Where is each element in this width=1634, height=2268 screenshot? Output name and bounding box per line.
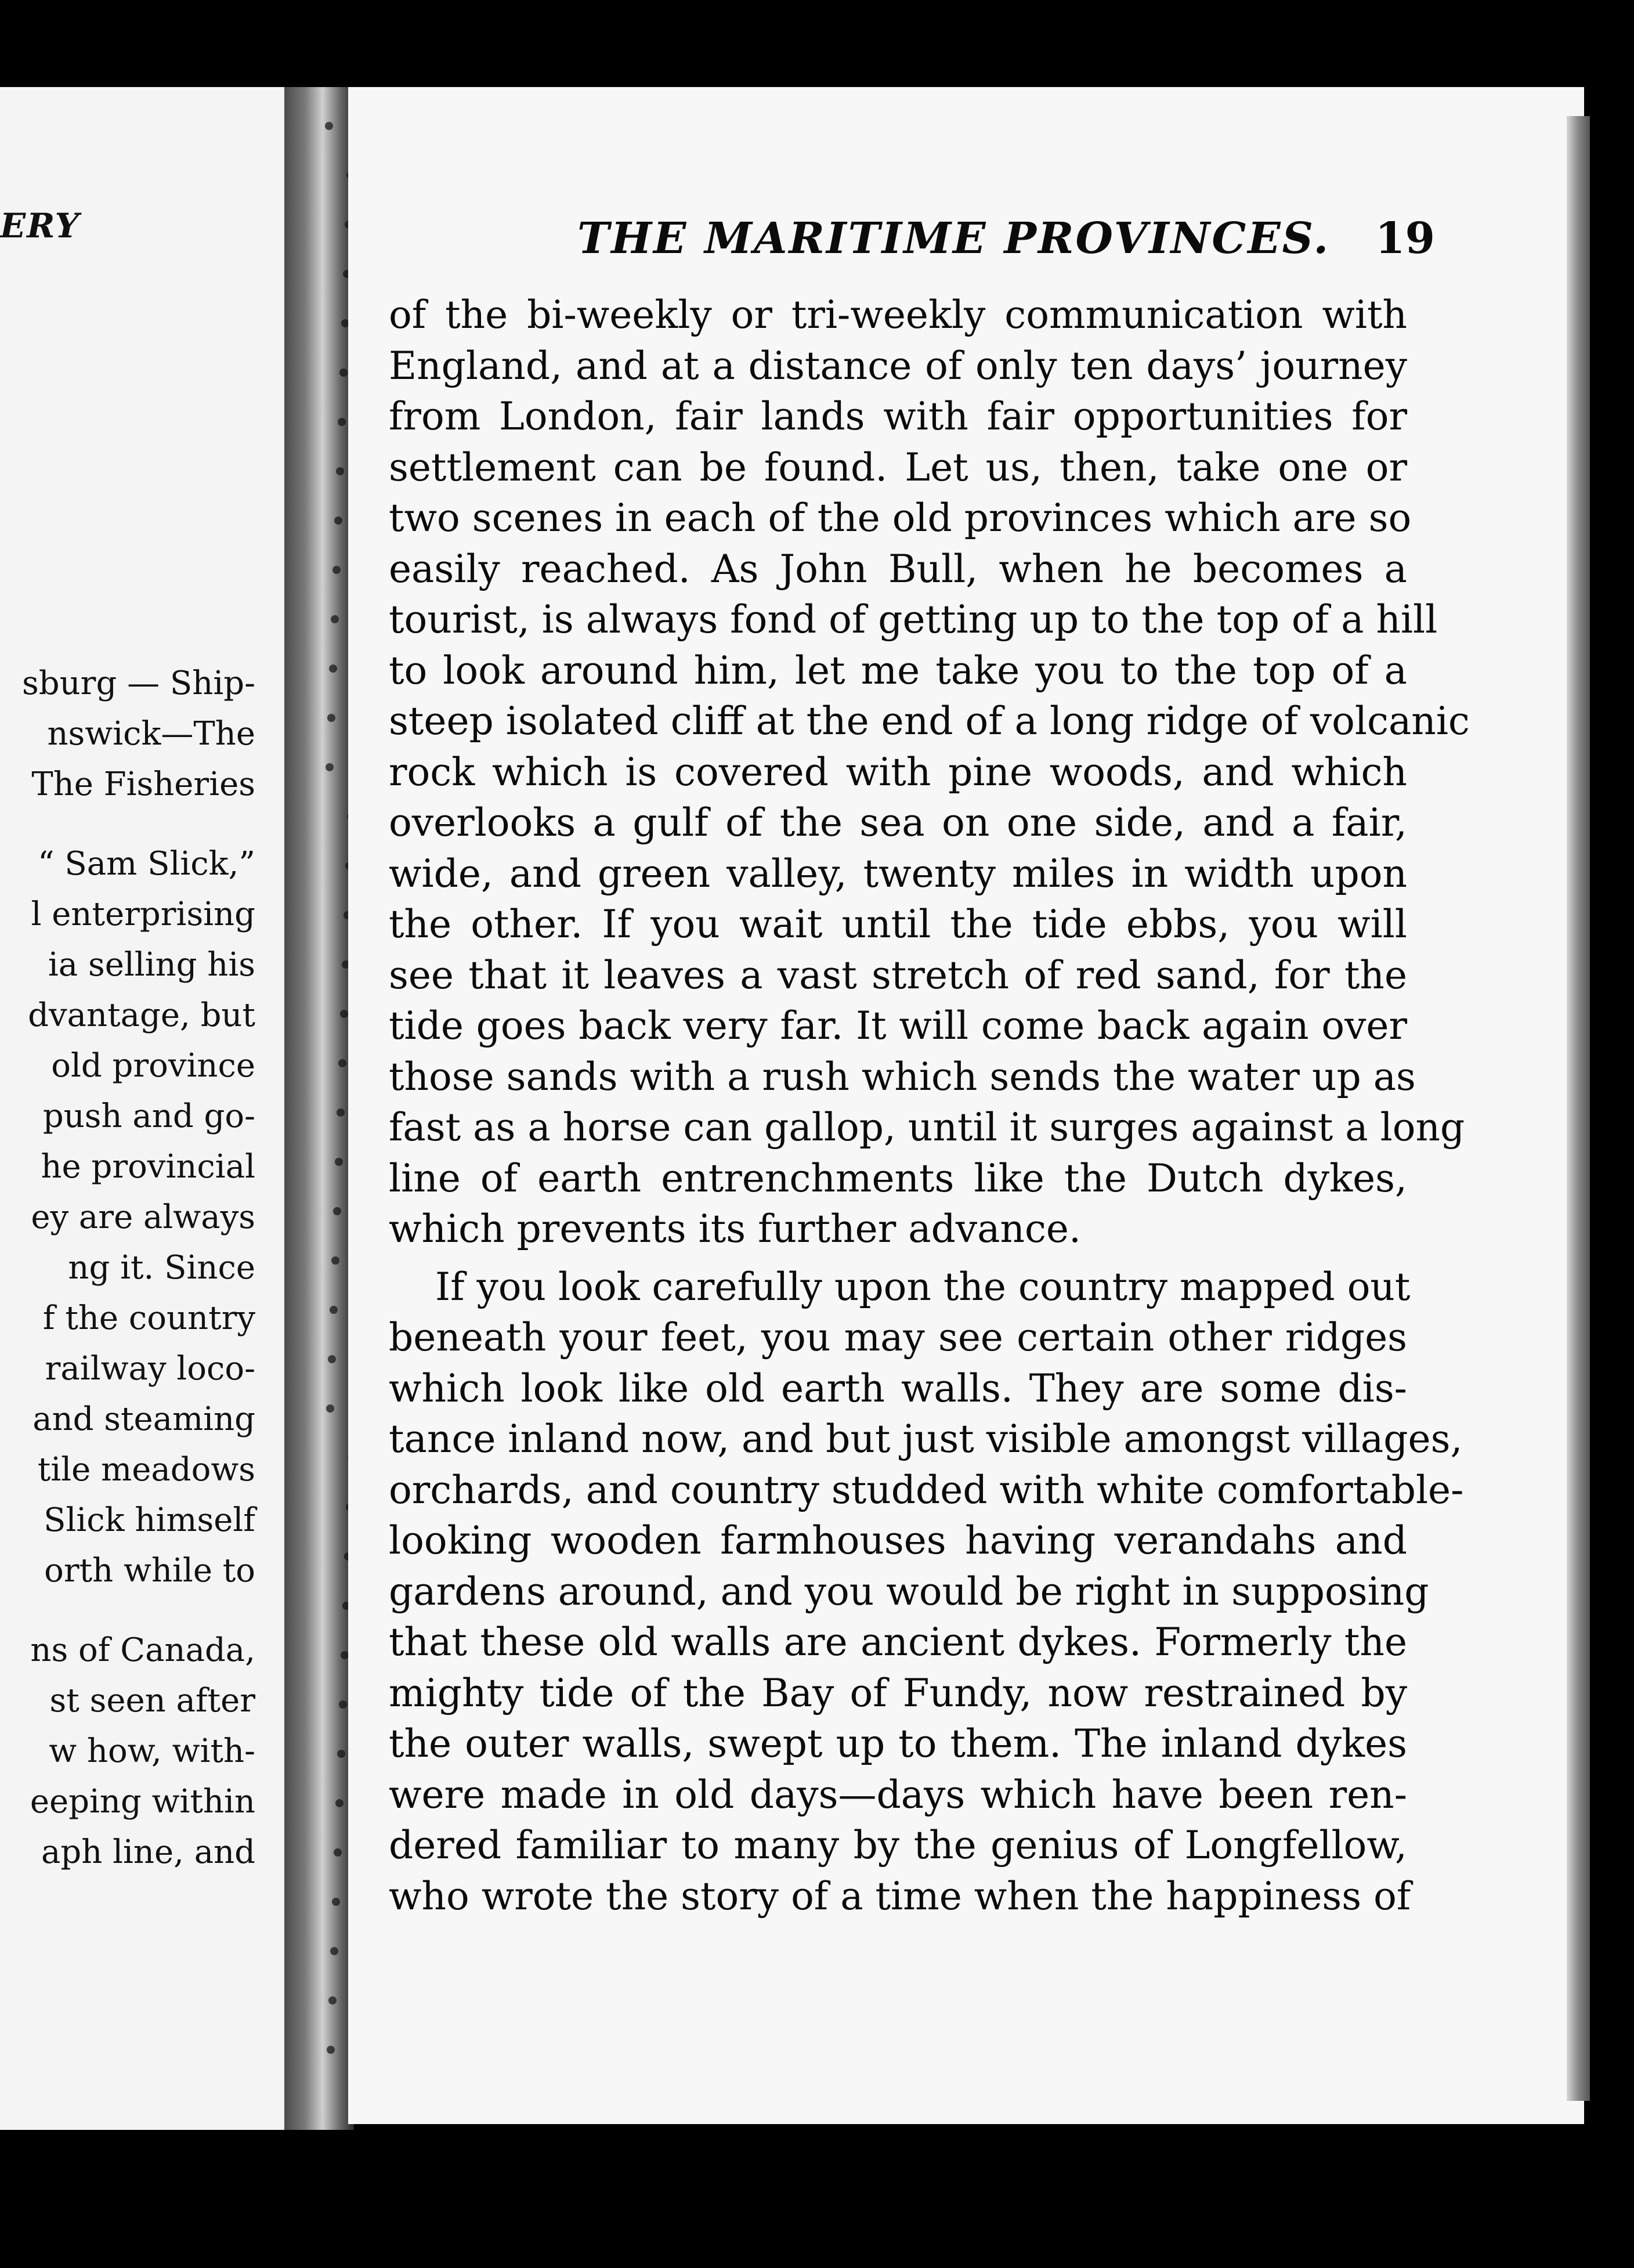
- text-line: fast as a horse can gallop, until it surges against a long: [389, 1105, 1465, 1150]
- left-text-line: he provincial: [41, 1148, 255, 1186]
- text-line: overlooks a gulf of the sea on one side, and a fair,: [389, 800, 1407, 845]
- gutter-speck: [330, 1306, 338, 1314]
- gutter-speck: [337, 1750, 345, 1758]
- left-text-line: “ Sam Slick,”: [38, 845, 255, 883]
- left-text-line: ia selling his: [48, 946, 255, 984]
- left-text-line: st seen after: [49, 1682, 255, 1720]
- gutter-speck: [325, 122, 333, 130]
- text-line: beneath your feet, you may see certain other ridges: [389, 1315, 1407, 1360]
- text-line: which look like old earth walls. They are some dis-: [389, 1366, 1407, 1411]
- gutter-speck: [328, 1996, 337, 2005]
- left-text-line: Slick himself: [44, 1501, 255, 1539]
- gutter-speck: [330, 1947, 338, 1955]
- left-text-line: aph line, and: [41, 1833, 255, 1871]
- left-running-head: ERY: [0, 206, 81, 245]
- gutter-speck: [339, 1700, 347, 1709]
- left-text-line: l enterprising: [31, 895, 255, 933]
- right-page: [348, 87, 1584, 2124]
- gutter-speck: [335, 1799, 344, 1807]
- left-text-line: sburg — Ship-: [22, 664, 255, 702]
- text-line: tide goes back very far. It will come back again over: [389, 1003, 1407, 1048]
- left-text-line: ns of Canada,: [30, 1631, 255, 1669]
- page-number: 19: [1375, 214, 1435, 263]
- text-line: mighty tide of the Bay of Fundy, now restrained by: [389, 1670, 1407, 1716]
- text-line: dered familiar to many by the genius of Longfellow,: [389, 1823, 1407, 1868]
- left-text-line: orth while to: [44, 1552, 255, 1590]
- gutter-speck: [327, 714, 335, 722]
- text-line: of the bi-weekly or tri-weekly communication with: [389, 292, 1407, 337]
- gutter-speck: [339, 369, 348, 377]
- gutter-speck: [338, 1059, 346, 1067]
- text-line: which prevents its further advance.: [389, 1207, 1081, 1251]
- text-line: the other. If you wait until the tide ebbs, you will: [389, 902, 1407, 947]
- left-text-line: and steaming: [32, 1400, 255, 1438]
- gutter-speck: [341, 1651, 349, 1659]
- gutter-speck: [331, 1256, 339, 1265]
- running-head: THE MARITIME PROVINCES.: [577, 214, 1331, 263]
- left-text-line: ey are always: [31, 1198, 255, 1236]
- gutter-speck: [333, 1207, 341, 1215]
- gutter-speck: [334, 517, 342, 525]
- text-line: tourist, is always fond of getting up to the top of a hill: [389, 597, 1438, 642]
- book-gutter: [284, 87, 354, 2130]
- gutter-speck: [329, 664, 337, 673]
- gutter-speck: [326, 1404, 334, 1413]
- left-text-line: eeping within: [30, 1783, 255, 1821]
- gutter-speck: [332, 566, 341, 574]
- text-line: the outer walls, swept up to them. The inland dykes: [389, 1721, 1407, 1766]
- text-line: were made in old days—days which have been ren-: [389, 1772, 1407, 1817]
- left-text-line: The Fisheries: [31, 765, 255, 803]
- text-line: line of earth entrenchments like the Dutch dykes,: [389, 1155, 1407, 1201]
- left-text-line: dvantage, but: [28, 996, 255, 1034]
- page-edge: [1567, 116, 1590, 2101]
- text-line: gardens around, and you would be right in supposing: [389, 1569, 1429, 1614]
- text-line: tance inland now, and but just visible amongst villages,: [389, 1417, 1463, 1461]
- text-line: If you look carefully upon the country mapped out: [435, 1264, 1411, 1309]
- gutter-speck: [336, 467, 344, 475]
- text-line: those sands with a rush which sends the water up as: [389, 1054, 1416, 1099]
- text-line: that these old walls are ancient dykes. Formerly the: [389, 1620, 1407, 1664]
- gutter-speck: [337, 1108, 345, 1117]
- text-line: easily reached. As John Bull, when he becomes a: [389, 546, 1407, 591]
- left-text-line: old province: [51, 1047, 255, 1085]
- text-line: to look around him, let me take you to the top of a: [389, 648, 1407, 693]
- gutter-speck: [338, 418, 346, 426]
- gutter-speck: [332, 1898, 340, 1906]
- gutter-speck: [340, 1010, 348, 1018]
- text-line: who wrote the story of a time when the happiness of: [389, 1873, 1411, 1919]
- left-text-line: f the country: [42, 1299, 255, 1337]
- left-text-line: ng it. Since: [68, 1249, 255, 1287]
- left-text-line: nswick—The: [47, 715, 255, 753]
- gutter-speck: [328, 1355, 336, 1363]
- gutter-speck: [326, 763, 334, 771]
- gutter-speck: [334, 1848, 342, 1857]
- left-text-line: tile meadows: [37, 1451, 255, 1489]
- gutter-speck: [335, 1158, 343, 1166]
- gutter-speck: [331, 615, 339, 623]
- text-line: wide, and green valley, twenty miles in width upon: [389, 851, 1407, 896]
- text-line: orchards, and country studded with white comfortable-: [389, 1467, 1464, 1512]
- text-line: looking wooden farmhouses having verandahs and: [389, 1518, 1407, 1563]
- text-line: settlement can be found. Let us, then, take one or: [389, 445, 1407, 490]
- gutter-speck: [327, 2046, 335, 2054]
- text-line: rock which is covered with pine woods, and which: [389, 749, 1407, 794]
- left-text-line: push and go-: [42, 1097, 255, 1135]
- left-text-line: w how, with-: [49, 1732, 255, 1770]
- text-line: steep isolated cliff at the end of a long ridge of volcanic: [389, 699, 1470, 743]
- text-line: two scenes in each of the old provinces which are so: [389, 496, 1412, 540]
- left-text-line: railway loco-: [45, 1350, 255, 1388]
- left-page-fragment: [0, 87, 290, 2130]
- text-line: see that it leaves a vast stretch of red sand, for the: [389, 952, 1407, 998]
- text-line: from London, fair lands with fair opportunities for: [389, 394, 1407, 439]
- text-line: England, and at a distance of only ten days’ journey: [389, 343, 1407, 388]
